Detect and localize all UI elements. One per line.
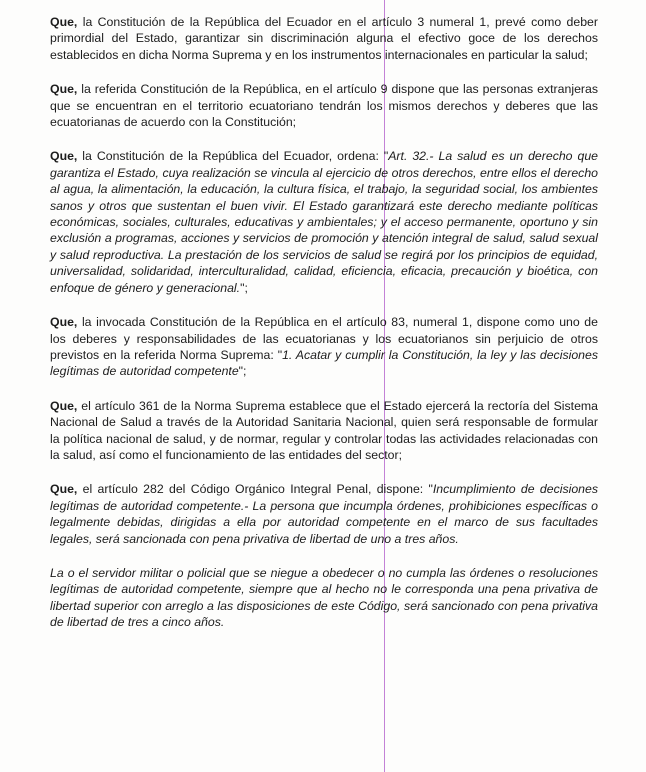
paragraph-lead: Que, bbox=[50, 398, 78, 413]
paragraph-quote: Art. 32.- La salud es un derecho que garantiza el Estado, cuya realización se vincula al ejercicio de otros derechos, entre ellos el derecho al agua, la alimentación, la educación, la cultura física, el trabajo, la seguridad social, los ambientes sanos y otros que sustentan el buen vivir. El Estado garantizará este derecho mediante políticas económicas, sociales, culturales, educativas y ambientales; y el acceso permanente, oportuno y sin exclusión a programas, acciones y servicios de promoción y atención integral de salud, salud sexual y salud reproductiva. La prestación de los servicios de salud se regirá por los principios de equidad, universalidad, solidaridad, interculturalidad, calidad, eficiencia, eficacia, precaución y bioética, con enfoque de género y generacional. bbox=[50, 149, 598, 295]
paragraph-text: la Constitución de la República del Ecuador, ordena: " bbox=[77, 149, 389, 164]
paragraph-art32 bbox=[50, 148, 598, 296]
paragraph-art3 bbox=[50, 14, 598, 63]
paragraph-militar bbox=[50, 565, 598, 631]
paragraph-text: la referida Constitución de la República, en el artículo 9 dispone que las personas extranjeras que se encuentran en el territorio ecuatoriano tendrán los mismos derechos y deberes que las ecuatorianas de acuerdo con la Constitución; bbox=[50, 82, 598, 130]
paragraph-quote: La o el servidor militar o policial que se niegue a obedecer o no cumpla las órdenes o resoluciones legítimas de autoridad competente, siempre que al hecho no le corresponda una pena privativa de libertad superior con arreglo a las disposiciones de este Código, será sancionado con pena privativa de libertad de tres a cinco años. bbox=[50, 565, 598, 630]
paragraph-lead: Que, bbox=[50, 482, 78, 497]
paragraph-quote: 1. Acatar y cumplir la Constitución, la ley y las decisiones legítimas de autoridad competente bbox=[50, 347, 598, 379]
paragraph-text: el artículo 282 del Código Orgánico Integral Penal, dispone: " bbox=[77, 482, 433, 497]
paragraph-art361 bbox=[50, 398, 598, 464]
paragraph-lead: Que, bbox=[50, 315, 78, 330]
paragraph-tail: "; bbox=[240, 280, 248, 295]
paragraph-lead: Que, bbox=[50, 82, 78, 97]
paragraph-text: la Constitución de la República del Ecuador en el artículo 3 numeral 1, prevé como deber primordial del Estado, garantizar sin discriminación alguna el efectivo goce de los derechos establecidos en dicha Norma Suprema y en los instrumentos internacionales en particular la salud; bbox=[50, 15, 598, 62]
paragraph-quote: Incumplimiento de decisiones legítimas de autoridad competente.- La persona que incumpla órdenes, prohibiciones específicas o legalmente debidas, dirigidas a ella por autoridad competente en el marco de sus facultades legales, será sancionada con pena privativa de libertad de uno a tres años. bbox=[50, 482, 598, 546]
paragraph-text: el artículo 361 de la Norma Suprema establece que el Estado ejercerá la rectoría del Sistema Nacional de Salud a través de la Autoridad Sanitaria Nacional, quien será responsable de formular la política nacional de salud, y de normar, regular y controlar todas las actividades relacionadas con la salud, así como el funcionamiento de las entidades del sector; bbox=[50, 398, 598, 462]
paragraph-text: la invocada Constitución de la República en el artículo 83, numeral 1, dispone como uno de los deberes y responsabilidades de las ecuatorianas y los ecuatorianos sin perjuicio de otros previstos en la referida Norma Suprema: " bbox=[50, 315, 598, 362]
paragraph-lead: Que, bbox=[50, 15, 78, 29]
paragraph-art83 bbox=[50, 314, 598, 380]
paragraph-tail: "; bbox=[238, 364, 247, 379]
document-body bbox=[50, 14, 598, 649]
paragraph-art9 bbox=[50, 81, 598, 130]
paragraph-art282 bbox=[50, 481, 598, 547]
paragraph-lead: Que, bbox=[50, 149, 78, 164]
